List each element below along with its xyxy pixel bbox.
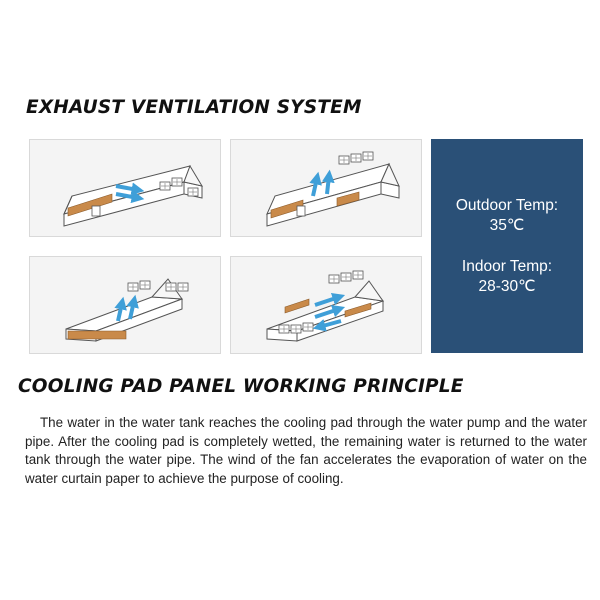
greenhouse-dual-pad-side-fans-icon (233, 259, 419, 351)
temperature-panel (431, 139, 583, 353)
greenhouse-front-pad-rear-fans-icon (32, 259, 218, 351)
description-paragraph: The water in the water tank reaches the cooling pad through the water pump and the water pipe. After the cooling pad is completely wetted, the remaining water is returned to the water tank through the water pipe. The wind of the fan accelerates the evaporation of water on the water curtain paper to achieve the purpose of cooling. (25, 415, 587, 486)
greenhouse-side-pad-side-fans-icon (233, 142, 419, 234)
ventilation-diagram-2 (230, 139, 422, 237)
ventilation-diagram-3 (29, 256, 221, 354)
section-heading-cooling-pad: COOLING PAD PANEL WORKING PRINCIPLE (18, 376, 464, 397)
ventilation-diagram-1 (29, 139, 221, 237)
greenhouse-side-pad-end-fans-icon (32, 142, 218, 234)
indoor-temp-label: Indoor Temp: (461, 258, 553, 275)
ventilation-diagram-4 (230, 256, 422, 354)
outdoor-temp-value: 35℃ (489, 217, 525, 234)
indoor-temp-value: 28-30℃ (478, 278, 536, 295)
outdoor-temp-label: Outdoor Temp: (455, 197, 559, 214)
section-heading-ventilation: EXHAUST VENTILATION SYSTEM (26, 97, 362, 118)
